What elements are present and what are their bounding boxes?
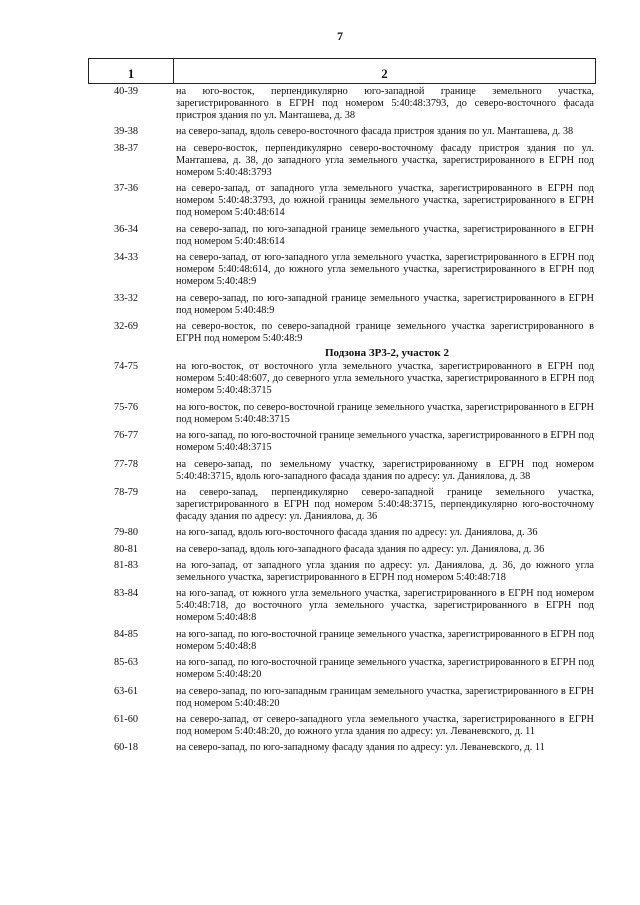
segment-number: 76-77 (114, 430, 139, 442)
table-row (88, 560, 596, 584)
table-row (88, 657, 596, 681)
segment-description: на юго-запад, от южного угла земельного участка, зарегистрированного в ЕГРН под номером 5:40:48:718, до восточного угла земельного участка, зарегистрированного в ЕГРН под номером 5:40:48:8 (176, 588, 594, 624)
section-a-rows (88, 86, 596, 345)
segment-number: 34-33 (114, 252, 139, 264)
segment-number: 38-37 (114, 142, 139, 154)
segment-number: 33-32 (114, 292, 139, 304)
segment-description: на северо-запад, по юго-западной границе земельного участка, зарегистрированного в ЕГРН под номером 5:40:48:614 (176, 223, 594, 247)
segment-number: 75-76 (114, 401, 139, 413)
subzone-heading: Подзона ЗР3-2, участок 2 (324, 347, 449, 360)
segment-description: на северо-восток, перпендикулярно северо-восточному фасаду пристроя здания по ул. Манташева, д. 38, до западного угла земельного участка, зарегистрированного в ЕГРН под номером 5:40:48:3793 (176, 142, 594, 178)
table-row (88, 714, 596, 738)
segment-description: на юго-восток, по северо-восточной границе земельного участка, зарегистрированного в ЕГРН под номером 5:40:48:3715 (176, 401, 594, 425)
section-b-rows (88, 361, 596, 754)
page-number: 7 (337, 29, 343, 43)
segment-description: на северо-запад, по юго-западной границе земельного участка, зарегистрированного в ЕГРН под номером 5:40:48:9 (176, 292, 594, 316)
segment-description: на северо-запад, от северо-западного угла земельного участка, зарегистрированного в ЕГРН под номером 5:40:48:20, до южного угла здания по адресу: ул. Леваневского, д. 11 (176, 713, 594, 737)
segment-description: на юго-запад, по юго-восточной границе земельного участка, зарегистрированного в ЕГРН под номером 5:40:48:20 (176, 657, 594, 681)
header-col-1: 1 (89, 59, 174, 83)
segment-number: 60-18 (114, 742, 139, 754)
segment-number: 61-60 (114, 713, 139, 725)
segment-description: на юго-запад, вдоль юго-восточного фасада здания по адресу: ул. Даниялова, д. 36 (176, 527, 538, 539)
table-row (88, 126, 596, 138)
segment-description: на северо-запад, вдоль юго-западного фасада здания по адресу: ул. Даниялова, д. 36 (176, 543, 545, 555)
table-row (88, 143, 596, 179)
segment-description: на юго-запад, по юго-восточной границе земельного участка, зарегистрированного в ЕГРН под номером 5:40:48:8 (176, 628, 594, 652)
boundary-table (88, 58, 596, 759)
segment-description: на юго-восток, перпендикулярно юго-западной границе земельного участка, зарегистрированного в ЕГРН под номером 5:40:48:3793, до северо-восточного фасада пристроя здания по ул. Манташева, д. 38 (176, 86, 594, 122)
table-row (88, 544, 596, 556)
table-row (88, 402, 596, 426)
segment-number: 81-83 (114, 559, 139, 571)
segment-description: на юго-восток, от восточного угла земельного участка, зарегистрированного в ЕГРН под номером 5:40:48:607, до северного угла земельного участка, зарегистрированного в ЕГРН под номером 5:40:48:3715 (176, 361, 594, 397)
table-row (88, 430, 596, 454)
table-row (88, 86, 596, 122)
segment-description: на северо-запад, по земельному участку, зарегистрированному в ЕГРН под номером 5:40:48:3715, вдоль юго-западного фасада здания по адресу: ул. Даниялова, д. 38 (176, 458, 594, 482)
table-row (88, 293, 596, 317)
segment-number: 77-78 (114, 458, 139, 470)
segment-description: на юго-запад, по юго-восточной границе земельного участка, зарегистрированного в ЕГРН под номером 5:40:48:3715 (176, 430, 594, 454)
segment-description: на северо-восток, по северо-западной границе земельного участка зарегистрированного в ЕГРН под номером 5:40:48:9 (176, 320, 594, 344)
table-row (88, 742, 596, 754)
segment-number: 83-84 (114, 588, 139, 600)
table-row (88, 686, 596, 710)
segment-description: на северо-запад, вдоль северо-восточного фасада пристроя здания по ул. Манташева, д. 38 (176, 126, 574, 138)
segment-number: 80-81 (114, 543, 139, 555)
segment-description: на северо-запад, перпендикулярно северо-западной границе земельного участка, зарегистрированного в ЕГРН под номером 5:40:48:3715, перпендикулярно юго-восточному фасаду здания по адресу: ул. Даниялова, д. 36 (176, 486, 594, 523)
segment-number: 36-34 (114, 223, 139, 235)
table-row (88, 588, 596, 624)
segment-description: на северо-запад, от юго-западного угла земельного участка, зарегистрированного в ЕГРН под номером 5:40:48:614, до южного угла земельного участка, зарегистрированного в ЕГРН под номером 5:40:48:9 (176, 252, 594, 288)
table-row (88, 321, 596, 345)
segment-description: на северо-запад, по юго-западному фасаду здания по адресу: ул. Леваневского, д. 11 (176, 742, 545, 754)
table-row (88, 459, 596, 483)
segment-number: 84-85 (114, 628, 139, 640)
table-row (88, 629, 596, 653)
segment-description: на северо-запад, по юго-западным границам земельного участка, зарегистрированного в ЕГРН под номером 5:40:48:20 (176, 685, 594, 709)
table-row (88, 224, 596, 248)
segment-number: 74-75 (114, 361, 139, 373)
table-row (88, 183, 596, 219)
segment-number: 37-36 (114, 183, 139, 195)
table-row (88, 487, 596, 523)
table-row (88, 252, 596, 288)
table-row (88, 361, 596, 397)
segment-number: 39-38 (114, 126, 139, 138)
segment-number: 40-39 (114, 86, 139, 97)
segment-number: 79-80 (114, 527, 139, 539)
segment-description: на северо-запад, от западного угла земельного участка, зарегистрированного в ЕГРН под номером 5:40:48:3793, до южной границы земельного участка, зарегистрированного в ЕГРН под номером 5:40:48:614 (176, 183, 594, 219)
segment-number: 78-79 (114, 486, 139, 498)
segment-number: 85-63 (114, 657, 139, 669)
table-header (88, 58, 596, 84)
segment-number: 32-69 (114, 320, 139, 332)
segment-description: на юго-запад, от западного угла здания по адресу: ул. Даниялова, д. 36, до южного угла земельного участка, зарегистрированного в ЕГРН под номером 5:40:48:718 (176, 559, 594, 583)
header-col-2: 2 (381, 67, 388, 81)
table-body (88, 86, 596, 754)
table-row (88, 527, 596, 539)
segment-number: 63-61 (114, 685, 139, 697)
